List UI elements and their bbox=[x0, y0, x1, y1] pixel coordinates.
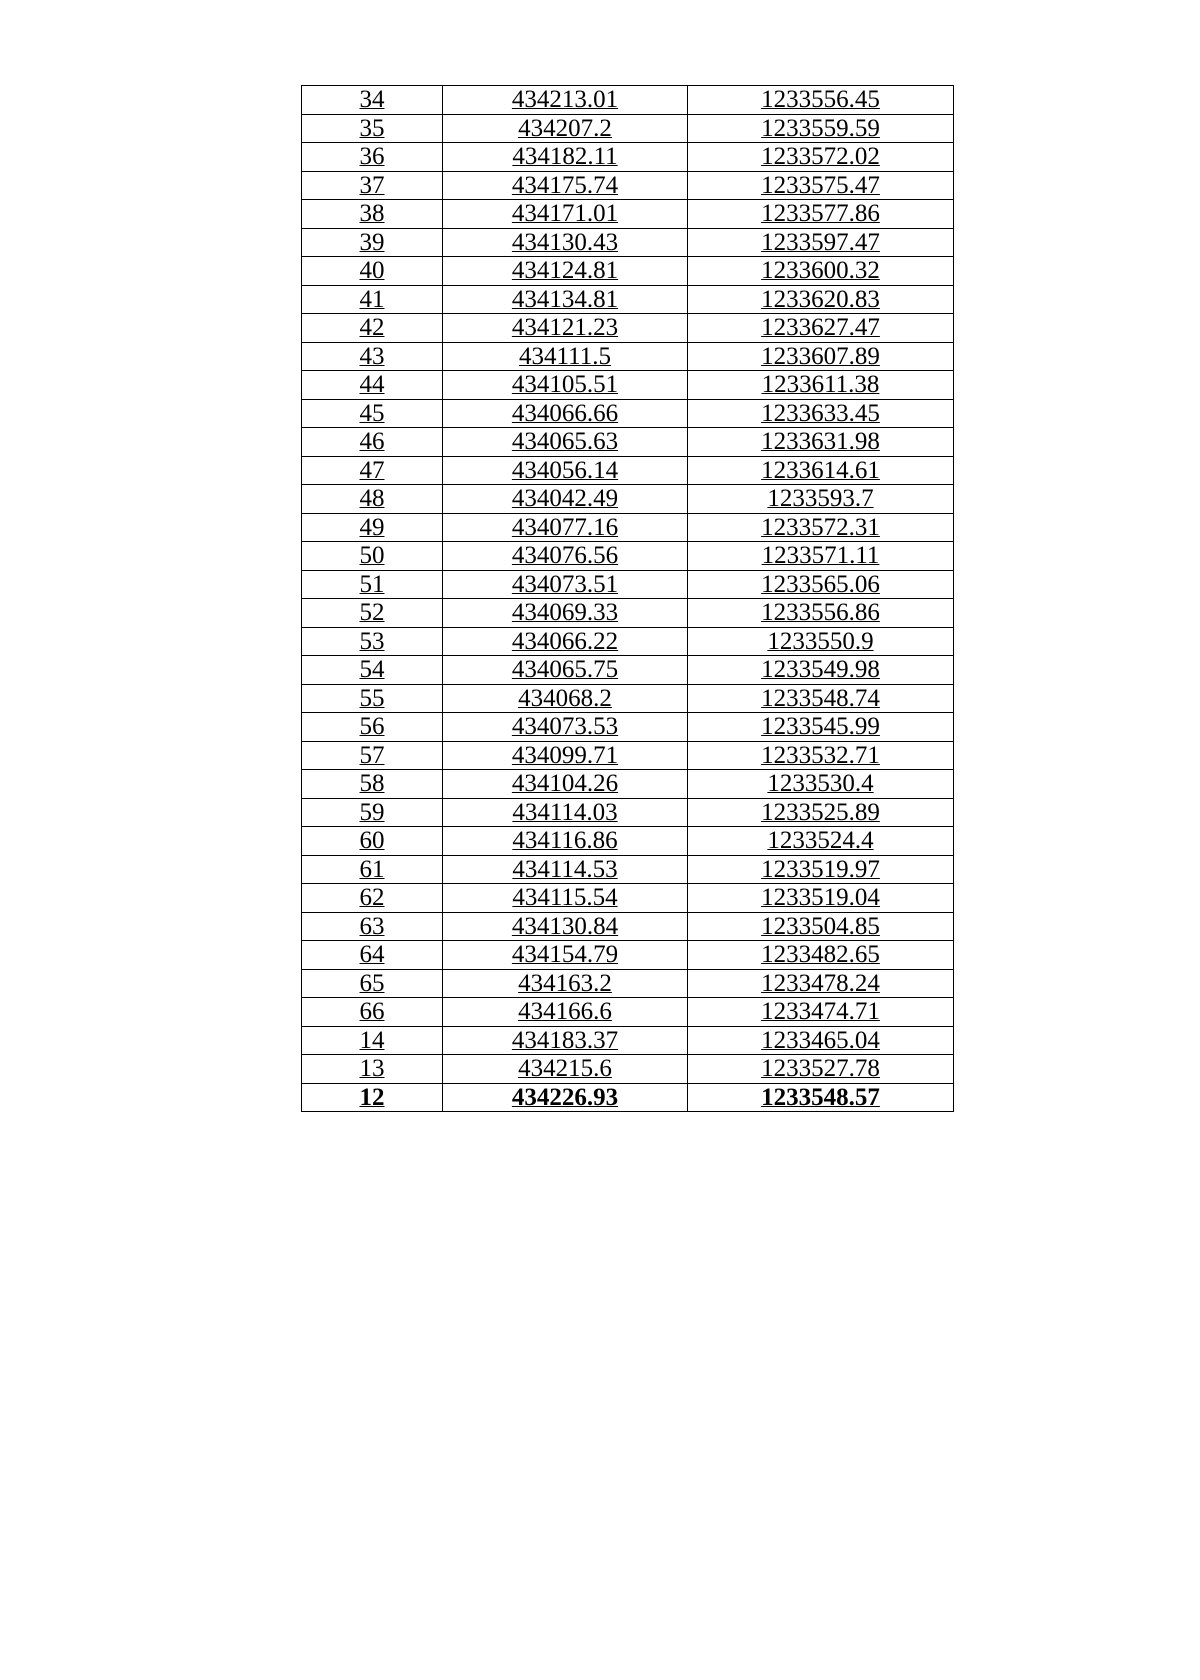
y-coordinate-cell: 1233548.57 bbox=[688, 1083, 954, 1112]
table-row bbox=[302, 570, 954, 599]
point-number-cell: 34 bbox=[302, 86, 443, 115]
x-coordinate-cell: 434073.51 bbox=[443, 570, 688, 599]
table-row bbox=[302, 713, 954, 742]
table-row bbox=[302, 456, 954, 485]
y-coordinate-cell: 1233572.02 bbox=[688, 143, 954, 172]
table-row bbox=[302, 86, 954, 115]
y-coordinate-cell: 1233504.85 bbox=[688, 912, 954, 941]
x-coordinate-cell: 434076.56 bbox=[443, 542, 688, 571]
y-coordinate-cell: 1233556.86 bbox=[688, 599, 954, 628]
y-coordinate-cell: 1233559.59 bbox=[688, 114, 954, 143]
point-number-cell: 48 bbox=[302, 485, 443, 514]
table-row bbox=[302, 513, 954, 542]
y-coordinate-cell: 1233525.89 bbox=[688, 798, 954, 827]
x-coordinate-cell: 434163.2 bbox=[443, 969, 688, 998]
point-number-cell: 63 bbox=[302, 912, 443, 941]
y-coordinate-cell: 1233549.98 bbox=[688, 656, 954, 685]
y-coordinate-cell: 1233478.24 bbox=[688, 969, 954, 998]
y-coordinate-cell: 1233627.47 bbox=[688, 314, 954, 343]
y-coordinate-cell: 1233548.74 bbox=[688, 684, 954, 713]
point-number-cell: 62 bbox=[302, 884, 443, 913]
table-row bbox=[302, 741, 954, 770]
point-number-cell: 47 bbox=[302, 456, 443, 485]
x-coordinate-cell: 434121.23 bbox=[443, 314, 688, 343]
point-number-cell: 38 bbox=[302, 200, 443, 229]
x-coordinate-cell: 434130.43 bbox=[443, 228, 688, 257]
x-coordinate-cell: 434207.2 bbox=[443, 114, 688, 143]
point-number-cell: 14 bbox=[302, 1026, 443, 1055]
table-row bbox=[302, 684, 954, 713]
x-coordinate-cell: 434183.37 bbox=[443, 1026, 688, 1055]
x-coordinate-cell: 434124.81 bbox=[443, 257, 688, 286]
table-row bbox=[302, 428, 954, 457]
point-number-cell: 66 bbox=[302, 998, 443, 1027]
point-number-cell: 44 bbox=[302, 371, 443, 400]
y-coordinate-cell: 1233530.4 bbox=[688, 770, 954, 799]
x-coordinate-cell: 434111.5 bbox=[443, 342, 688, 371]
table-row bbox=[302, 257, 954, 286]
point-number-cell: 59 bbox=[302, 798, 443, 827]
x-coordinate-cell: 434175.74 bbox=[443, 171, 688, 200]
table-row bbox=[302, 314, 954, 343]
y-coordinate-cell: 1233597.47 bbox=[688, 228, 954, 257]
y-coordinate-cell: 1233577.86 bbox=[688, 200, 954, 229]
x-coordinate-cell: 434213.01 bbox=[443, 86, 688, 115]
point-number-cell: 50 bbox=[302, 542, 443, 571]
x-coordinate-cell: 434114.03 bbox=[443, 798, 688, 827]
table-row bbox=[302, 827, 954, 856]
table-row bbox=[302, 1026, 954, 1055]
y-coordinate-cell: 1233545.99 bbox=[688, 713, 954, 742]
x-coordinate-cell: 434166.6 bbox=[443, 998, 688, 1027]
x-coordinate-cell: 434065.63 bbox=[443, 428, 688, 457]
table-row bbox=[302, 599, 954, 628]
point-number-cell: 40 bbox=[302, 257, 443, 286]
point-number-cell: 55 bbox=[302, 684, 443, 713]
point-number-cell: 64 bbox=[302, 941, 443, 970]
x-coordinate-cell: 434069.33 bbox=[443, 599, 688, 628]
y-coordinate-cell: 1233519.04 bbox=[688, 884, 954, 913]
y-coordinate-cell: 1233600.32 bbox=[688, 257, 954, 286]
y-coordinate-cell: 1233631.98 bbox=[688, 428, 954, 457]
table-row bbox=[302, 627, 954, 656]
point-number-cell: 58 bbox=[302, 770, 443, 799]
table-row bbox=[302, 998, 954, 1027]
y-coordinate-cell: 1233611.38 bbox=[688, 371, 954, 400]
x-coordinate-cell: 434114.53 bbox=[443, 855, 688, 884]
x-coordinate-cell: 434077.16 bbox=[443, 513, 688, 542]
point-number-cell: 51 bbox=[302, 570, 443, 599]
table-row bbox=[302, 1083, 954, 1112]
x-coordinate-cell: 434099.71 bbox=[443, 741, 688, 770]
point-number-cell: 41 bbox=[302, 285, 443, 314]
y-coordinate-cell: 1233614.61 bbox=[688, 456, 954, 485]
x-coordinate-cell: 434042.49 bbox=[443, 485, 688, 514]
x-coordinate-cell: 434182.11 bbox=[443, 143, 688, 172]
y-coordinate-cell: 1233465.04 bbox=[688, 1026, 954, 1055]
x-coordinate-cell: 434226.93 bbox=[443, 1083, 688, 1112]
y-coordinate-cell: 1233607.89 bbox=[688, 342, 954, 371]
x-coordinate-cell: 434134.81 bbox=[443, 285, 688, 314]
point-number-cell: 46 bbox=[302, 428, 443, 457]
point-number-cell: 56 bbox=[302, 713, 443, 742]
y-coordinate-cell: 1233556.45 bbox=[688, 86, 954, 115]
y-coordinate-cell: 1233575.47 bbox=[688, 171, 954, 200]
point-number-cell: 65 bbox=[302, 969, 443, 998]
x-coordinate-cell: 434115.54 bbox=[443, 884, 688, 913]
table-row bbox=[302, 770, 954, 799]
table-row bbox=[302, 855, 954, 884]
table-row bbox=[302, 285, 954, 314]
y-coordinate-cell: 1233593.7 bbox=[688, 485, 954, 514]
table-row bbox=[302, 171, 954, 200]
table-row bbox=[302, 1055, 954, 1084]
table-row bbox=[302, 969, 954, 998]
table-row bbox=[302, 884, 954, 913]
table-row bbox=[302, 200, 954, 229]
y-coordinate-cell: 1233565.06 bbox=[688, 570, 954, 599]
coordinates-table bbox=[301, 85, 954, 1112]
x-coordinate-cell: 434066.66 bbox=[443, 399, 688, 428]
y-coordinate-cell: 1233550.9 bbox=[688, 627, 954, 656]
point-number-cell: 53 bbox=[302, 627, 443, 656]
coordinates-table-body bbox=[302, 86, 954, 1112]
point-number-cell: 49 bbox=[302, 513, 443, 542]
table-row bbox=[302, 542, 954, 571]
y-coordinate-cell: 1233474.71 bbox=[688, 998, 954, 1027]
point-number-cell: 45 bbox=[302, 399, 443, 428]
table-row bbox=[302, 941, 954, 970]
x-coordinate-cell: 434065.75 bbox=[443, 656, 688, 685]
table-row bbox=[302, 114, 954, 143]
table-row bbox=[302, 912, 954, 941]
x-coordinate-cell: 434116.86 bbox=[443, 827, 688, 856]
y-coordinate-cell: 1233572.31 bbox=[688, 513, 954, 542]
point-number-cell: 52 bbox=[302, 599, 443, 628]
table-row bbox=[302, 798, 954, 827]
point-number-cell: 13 bbox=[302, 1055, 443, 1084]
x-coordinate-cell: 434066.22 bbox=[443, 627, 688, 656]
point-number-cell: 37 bbox=[302, 171, 443, 200]
table-row bbox=[302, 342, 954, 371]
table-row bbox=[302, 371, 954, 400]
table-row bbox=[302, 228, 954, 257]
y-coordinate-cell: 1233527.78 bbox=[688, 1055, 954, 1084]
x-coordinate-cell: 434130.84 bbox=[443, 912, 688, 941]
y-coordinate-cell: 1233532.71 bbox=[688, 741, 954, 770]
point-number-cell: 54 bbox=[302, 656, 443, 685]
x-coordinate-cell: 434154.79 bbox=[443, 941, 688, 970]
y-coordinate-cell: 1233633.45 bbox=[688, 399, 954, 428]
y-coordinate-cell: 1233620.83 bbox=[688, 285, 954, 314]
point-number-cell: 36 bbox=[302, 143, 443, 172]
x-coordinate-cell: 434215.6 bbox=[443, 1055, 688, 1084]
x-coordinate-cell: 434104.26 bbox=[443, 770, 688, 799]
x-coordinate-cell: 434171.01 bbox=[443, 200, 688, 229]
point-number-cell: 12 bbox=[302, 1083, 443, 1112]
point-number-cell: 43 bbox=[302, 342, 443, 371]
table-row bbox=[302, 485, 954, 514]
y-coordinate-cell: 1233571.11 bbox=[688, 542, 954, 571]
x-coordinate-cell: 434073.53 bbox=[443, 713, 688, 742]
y-coordinate-cell: 1233524.4 bbox=[688, 827, 954, 856]
point-number-cell: 61 bbox=[302, 855, 443, 884]
point-number-cell: 57 bbox=[302, 741, 443, 770]
y-coordinate-cell: 1233482.65 bbox=[688, 941, 954, 970]
x-coordinate-cell: 434105.51 bbox=[443, 371, 688, 400]
point-number-cell: 35 bbox=[302, 114, 443, 143]
x-coordinate-cell: 434068.2 bbox=[443, 684, 688, 713]
y-coordinate-cell: 1233519.97 bbox=[688, 855, 954, 884]
point-number-cell: 39 bbox=[302, 228, 443, 257]
point-number-cell: 60 bbox=[302, 827, 443, 856]
table-row bbox=[302, 656, 954, 685]
point-number-cell: 42 bbox=[302, 314, 443, 343]
table-row bbox=[302, 143, 954, 172]
table-row bbox=[302, 399, 954, 428]
x-coordinate-cell: 434056.14 bbox=[443, 456, 688, 485]
